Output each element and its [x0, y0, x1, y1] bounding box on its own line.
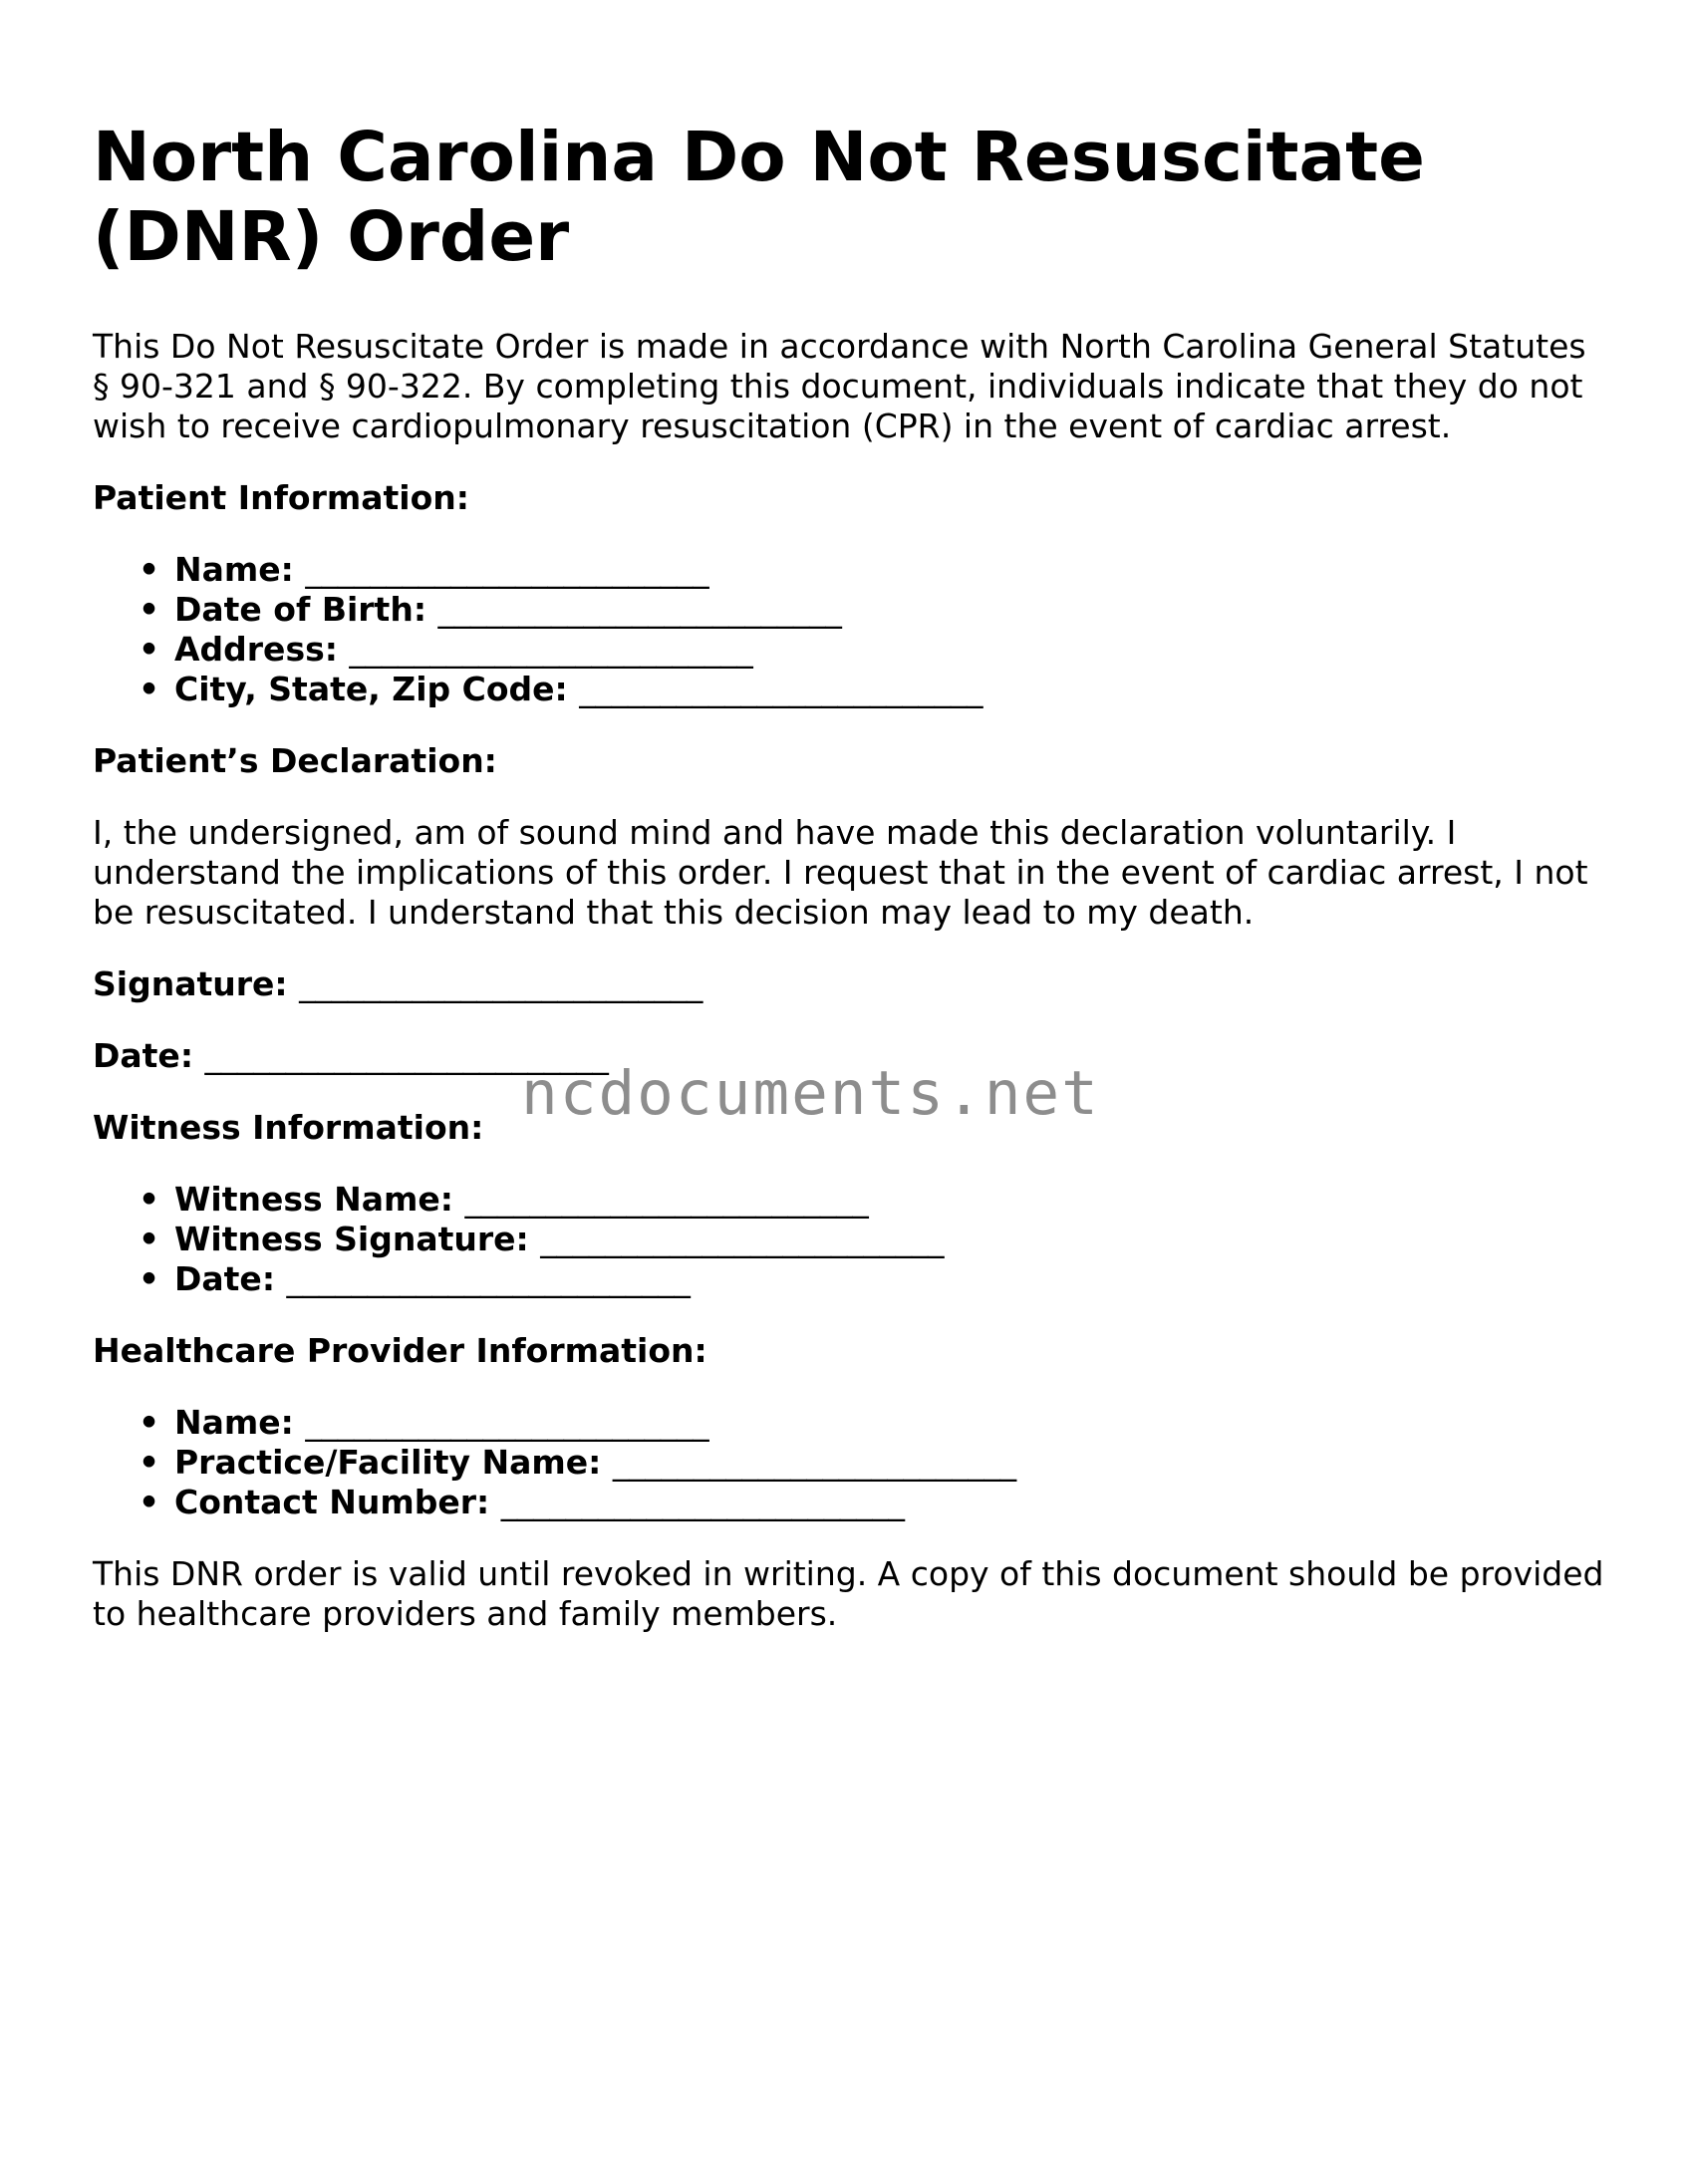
- declaration-paragraph: I, the undersigned, am of sound mind and have made this declaration voluntarily. I understand the implications of this order. I request that in the event of cardiac arrest, I not be resuscitated. I understand that this decision may lead to my death.: [93, 813, 1588, 932]
- page-title: North Carolina Do Not Resuscitate (DNR) Order: [93, 118, 1425, 277]
- closing-paragraph: This DNR order is valid until revoked in writing. A copy of this document should be provided to healthcare providers and family members.: [93, 1554, 1604, 1633]
- field-label: Practice/Facility Name:: [174, 1443, 602, 1482]
- bullet-icon: •: [139, 1180, 160, 1219]
- signature-blank-line[interactable]: _________________________: [299, 964, 703, 1003]
- bullet-icon: •: [139, 670, 160, 708]
- bullet-icon: •: [139, 1403, 160, 1442]
- blank-line[interactable]: _________________________: [540, 1220, 945, 1258]
- witness-signature-field: [139, 1220, 1607, 1259]
- blank-line[interactable]: _________________________: [464, 1180, 869, 1219]
- field-label: Date of Birth:: [174, 590, 427, 629]
- patient-info-list: [93, 550, 1607, 709]
- patient-info-heading: Patient Information:: [93, 478, 469, 517]
- field-label: City, State, Zip Code:: [174, 670, 568, 708]
- patient-city-state-zip-field: [139, 670, 1607, 709]
- signature-field: [93, 964, 1607, 1004]
- blank-line[interactable]: _________________________: [286, 1259, 691, 1298]
- provider-contact-field: [139, 1483, 1607, 1522]
- field-label: Address:: [174, 630, 338, 669]
- bullet-icon: •: [139, 550, 160, 589]
- patient-name-field: [139, 550, 1607, 590]
- field-label: Date:: [174, 1259, 276, 1298]
- blank-line[interactable]: _________________________: [437, 590, 842, 629]
- field-label: Contact Number:: [174, 1483, 490, 1521]
- document-page: [93, 118, 1607, 1666]
- bullet-icon: •: [139, 590, 160, 629]
- field-label: Name:: [174, 1403, 294, 1442]
- provider-info-list: [93, 1403, 1607, 1522]
- blank-line[interactable]: _________________________: [500, 1483, 905, 1521]
- bullet-icon: •: [139, 1443, 160, 1482]
- field-label: Witness Signature:: [174, 1220, 529, 1258]
- blank-line[interactable]: _________________________: [349, 630, 753, 669]
- witness-date-field: [139, 1259, 1607, 1299]
- bullet-icon: •: [139, 1259, 160, 1298]
- field-label: Name:: [174, 550, 294, 589]
- blank-line[interactable]: _________________________: [305, 1403, 709, 1442]
- date-blank-line[interactable]: _________________________: [204, 1036, 609, 1075]
- patient-dob-field: [139, 590, 1607, 630]
- signature-label: Signature:: [93, 964, 288, 1003]
- provider-facility-field: [139, 1443, 1607, 1483]
- bullet-icon: •: [139, 1220, 160, 1258]
- watermark: ncdocuments.net: [521, 1058, 1100, 1129]
- declaration-heading: Patient’s Declaration:: [93, 741, 497, 780]
- bullet-icon: •: [139, 630, 160, 669]
- patient-address-field: [139, 630, 1607, 670]
- blank-line[interactable]: _________________________: [579, 670, 984, 708]
- field-label: Witness Name:: [174, 1180, 453, 1219]
- provider-info-heading: Healthcare Provider Information:: [93, 1331, 707, 1370]
- bullet-icon: •: [139, 1483, 160, 1521]
- blank-line[interactable]: _________________________: [305, 550, 709, 589]
- provider-name-field: [139, 1403, 1607, 1443]
- intro-paragraph: This Do Not Resuscitate Order is made in accordance with North Carolina General Statutes § 90-321 and § 90-322. By completing this document, individuals indicate that they do not wish to receive cardiopulmonary resuscitation (CPR) in the event of cardiac arrest.: [93, 327, 1586, 445]
- witness-name-field: [139, 1180, 1607, 1220]
- witness-info-heading: Witness Information:: [93, 1108, 484, 1147]
- date-label: Date:: [93, 1036, 194, 1075]
- blank-line[interactable]: _________________________: [612, 1443, 1016, 1482]
- witness-info-list: [93, 1180, 1607, 1299]
